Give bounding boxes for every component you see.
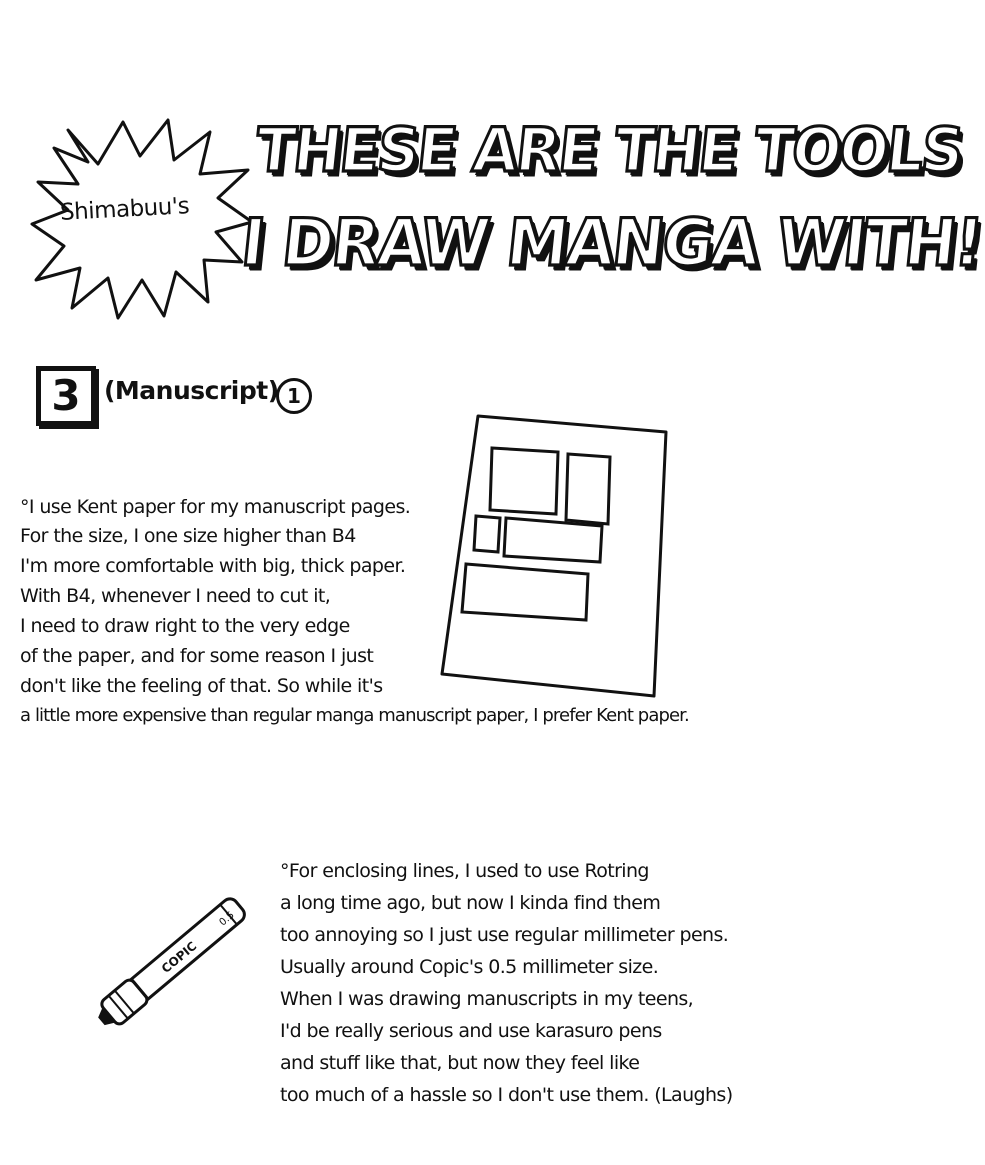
- text-line: °For enclosing lines, I used to use Rotring: [280, 860, 649, 882]
- text-line: too much of a hassle so I don't use them. (Laughs): [280, 1084, 733, 1106]
- page-title-line-2: I DRAW MANGA WITH!: [237, 204, 985, 281]
- text-line: too annoying so I just use regular millimeter pens.: [280, 924, 729, 946]
- section-number: 3: [36, 366, 96, 426]
- text-line: don't like the feeling of that. So while it's: [20, 675, 383, 697]
- text-line: I'm more comfortable with big, thick paper.: [20, 555, 406, 577]
- text-line: I need to draw right to the very edge: [20, 615, 350, 637]
- pen-size-label: 0.5: [217, 909, 237, 929]
- paragraph-enclosing-lines: [280, 860, 780, 1120]
- pen-brand-label: COPIC: [158, 938, 200, 976]
- text-line: With B4, whenever I need to cut it,: [20, 585, 331, 607]
- text-line: a long time ago, but now I kinda find them: [280, 892, 661, 914]
- text-line: and stuff like that, but now they feel like: [280, 1052, 640, 1074]
- text-line: Usually around Copic's 0.5 millimeter size.: [280, 956, 659, 978]
- text-line: of the paper, and for some reason I just: [20, 645, 374, 667]
- badge-label: Shimabuu's: [59, 193, 190, 226]
- text-line: °I use Kent paper for my manuscript pages.: [20, 496, 411, 518]
- section-title: (Manuscript): [104, 376, 279, 405]
- page-title-line-1: THESE ARE THE TOOLS: [252, 114, 966, 186]
- text-line: I'd be really serious and use karasuro pens: [280, 1020, 662, 1042]
- section-part-number: 1: [276, 378, 312, 414]
- text-line: When I was drawing manuscripts in my teens,: [280, 988, 694, 1010]
- paragraph-kent-paper: [20, 496, 780, 746]
- text-line: a little more expensive than regular manga manuscript paper, I prefer Kent paper.: [20, 705, 689, 726]
- text-line: For the size, I one size higher than B4: [20, 525, 356, 547]
- copic-pen-icon: [78, 862, 278, 1052]
